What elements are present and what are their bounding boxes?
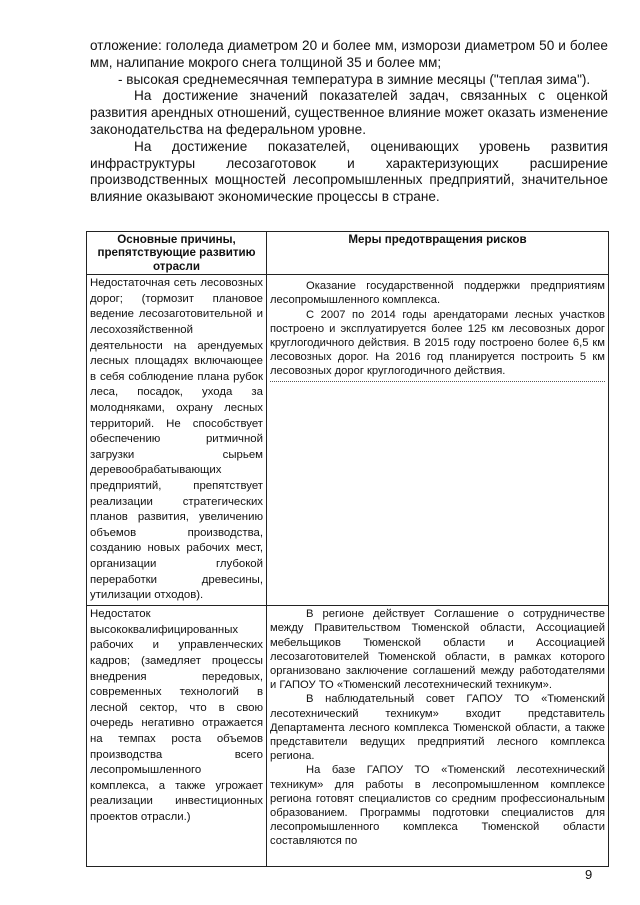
- cause-text: Недостаточная сеть лесовозных дорог; (тормозит плановое ведение лесозаготовительной и лесохозяйственной деятельности на арендуемых лесных площадях включающее в себя соблюдение плана рубок леса, посадок, ухода за молодняками, охрану лесных территорий. Не способствует обеспечению ритмичной загрузки сырьем деревообрабатывающих предприятий, препятствует реализации стратегических планов развития, увеличению объемов производства, созданию новых рабочих мест, организации глубокой переработки древесины, утилизации отходов).: [90, 277, 263, 602]
- cause-cell: [87, 275, 267, 606]
- table-row: [87, 275, 609, 606]
- intro-paragraph-4: На достижение показателей, оценивающих уровень развития инфраструктуры лесозаготовок и характеризующих расширение производственных мощностей лесопромышленных предприятий, значительное влияние оказывают экономические процессы в стране.: [90, 138, 608, 205]
- dotted-separator: [270, 381, 605, 382]
- header-causes: Основные причины, препятствующие развитию отрасли: [87, 232, 267, 275]
- measure-paragraph: На базе ГАПОУ ТО «Тюменский лесотехнический техникум» для работы в лесопромышленном комплексе региона готовят специалистов со средним профессиональным образованием. Программы подготовки специалистов для лесопромышленного комплекса Тюменской области составляются по: [270, 764, 605, 848]
- intro-paragraph-2: - высокая среднемесячная температура в зимние месяцы ("теплая зима").: [118, 71, 591, 87]
- intro-text: [90, 38, 608, 206]
- intro-paragraph-3: На достижение значений показателей задач, связанных с оценкой развития арендных отношений, существенное влияние может оказать изменение законодательства на федеральном уровне.: [90, 88, 608, 137]
- table-row: [87, 606, 609, 867]
- measure-paragraph: В наблюдательный совет ГАПОУ ТО «Тюменский лесотехнический техникум» входит представитель Департамента лесного комплекса Тюменской области, а также представители ведущих предприятий лесного комплекса региона.: [270, 693, 605, 763]
- measure-paragraph: Оказание государственной поддержки предприятиям лесопромышленного комплекса.: [270, 280, 605, 307]
- header-measures: Меры предотвращения рисков: [267, 232, 609, 275]
- measures-cell: [267, 606, 609, 867]
- page-number: 9: [585, 867, 593, 882]
- table-header-row: [87, 232, 609, 275]
- cause-cell: [87, 606, 267, 867]
- risk-table: [86, 231, 609, 867]
- intro-paragraph-1: отложение: гололеда диаметром 20 и более мм, изморози диаметром 50 и более мм, налипание мокрого снега толщиной 35 и более мм;: [90, 38, 608, 70]
- measure-paragraph: С 2007 по 2014 годы арендаторами лесных участков построено и эксплуатируется более 125 км лесовозных дорог круглогодичного действия. В 2015 году построено более 6,5 км лесовозных дорог. На 2016 год планируется построить 5 км лесовозных дорог круглогодичного действия.: [270, 308, 605, 378]
- cause-text: Недостаток высококвалифицированных рабочих и управленческих кадров; (замедляет процессы внедрения передовых, современных технологий в лесной сектор, что в свою очередь негативно отражается на темпах роста объемов производства всего лесопромышленного комплекса, а также угрожает реализации инвестиционных проектов отрасли.): [90, 608, 263, 823]
- measures-cell: [267, 275, 609, 606]
- measure-paragraph: В регионе действует Соглашение о сотрудничестве между Правительством Тюменской области, Ассоциацией мебельщиков Тюменской области и Ассоциацией лесозаготовителей Тюменской области, в рамках которого организовано заключение соглашений между работодателями и ГАПОУ ТО «Тюменский лесотехнический техникум».: [270, 608, 605, 692]
